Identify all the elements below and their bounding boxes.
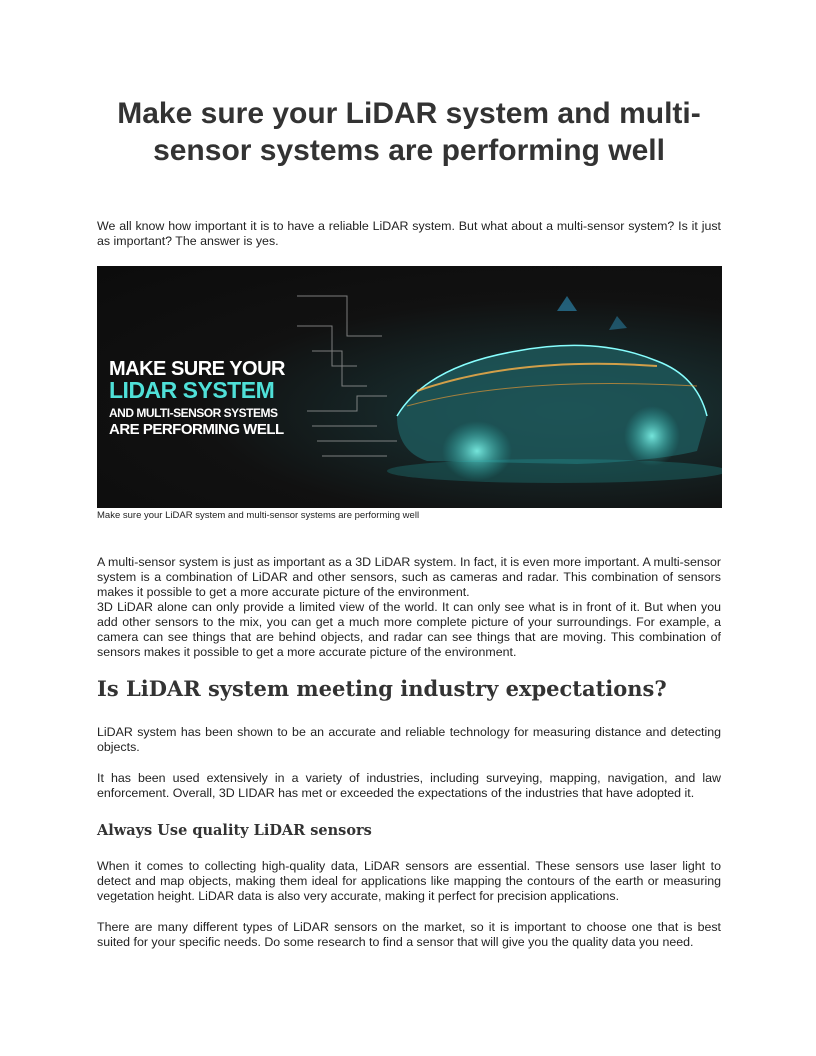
image-caption: Make sure your LiDAR system and multi-sensor systems are performing well: [97, 510, 420, 521]
page-title: Make sure your LiDAR system and multi-sensor systems are performing well: [117, 97, 701, 167]
section1-paragraph-1: LiDAR system has been shown to be an accurate and reliable technology for measuring distance and detecting objects.: [97, 725, 721, 754]
hero-line-4: ARE PERFORMING WELL: [109, 421, 284, 438]
paragraph-3d-lidar: 3D LiDAR alone can only provide a limited view of the world. It can only see what is in front of it. But when you add other sensors to the mix, you can get a much more complete picture of your surroundings. For example, a camera can see things that are behind objects, and radar can see things that are moving. This combination of sensors makes it possible to get a more accurate picture of the environment.: [97, 600, 721, 659]
section2-paragraph-2: There are many different types of LiDAR sensors on the market, so it is important to choose one that is best suited for your specific needs. Do some research to find a sensor that will give you the quality data you need.: [97, 920, 721, 949]
hero-line-2: LIDAR SYSTEM: [109, 377, 275, 403]
rear-wheel: [624, 406, 680, 466]
intro-paragraph: We all know how important it is to have a reliable LiDAR system. But what about a multi-sensor system? Is it just as important? The answer is yes.: [97, 219, 721, 248]
section-heading-sensors: Always Use quality LiDAR sensors: [97, 822, 372, 839]
hero-image: [97, 266, 722, 508]
paragraph-multi-sensor: A multi-sensor system is just as important as a 3D LiDAR system. In fact, it is even more important. A multi-sensor system is a combination of LiDAR and other sensors, such as cameras and radar. This combination of sensors makes it possible to get a more accurate picture of the environment.: [97, 555, 721, 599]
section2-paragraph-1: When it comes to collecting high-quality data, LiDAR sensors are essential. These sensors use laser light to detect and map objects, making them ideal for applications like mapping the contours of the earth or measuring vegetation height. LiDAR data is also very accurate, making it perfect for precision applications.: [97, 859, 721, 903]
hero-line-3: AND MULTI-SENSOR SYSTEMS: [109, 406, 278, 420]
section-heading-industry: Is LiDAR system meeting industry expectations?: [97, 676, 667, 701]
hero-line-1: MAKE SURE YOUR: [109, 358, 285, 380]
section1-paragraph-2: It has been used extensively in a variety of industries, including surveying, mapping, navigation, and law enforcement. Overall, 3D LIDAR has met or exceeded the expectations of the industries that have adopted it.: [97, 771, 721, 800]
